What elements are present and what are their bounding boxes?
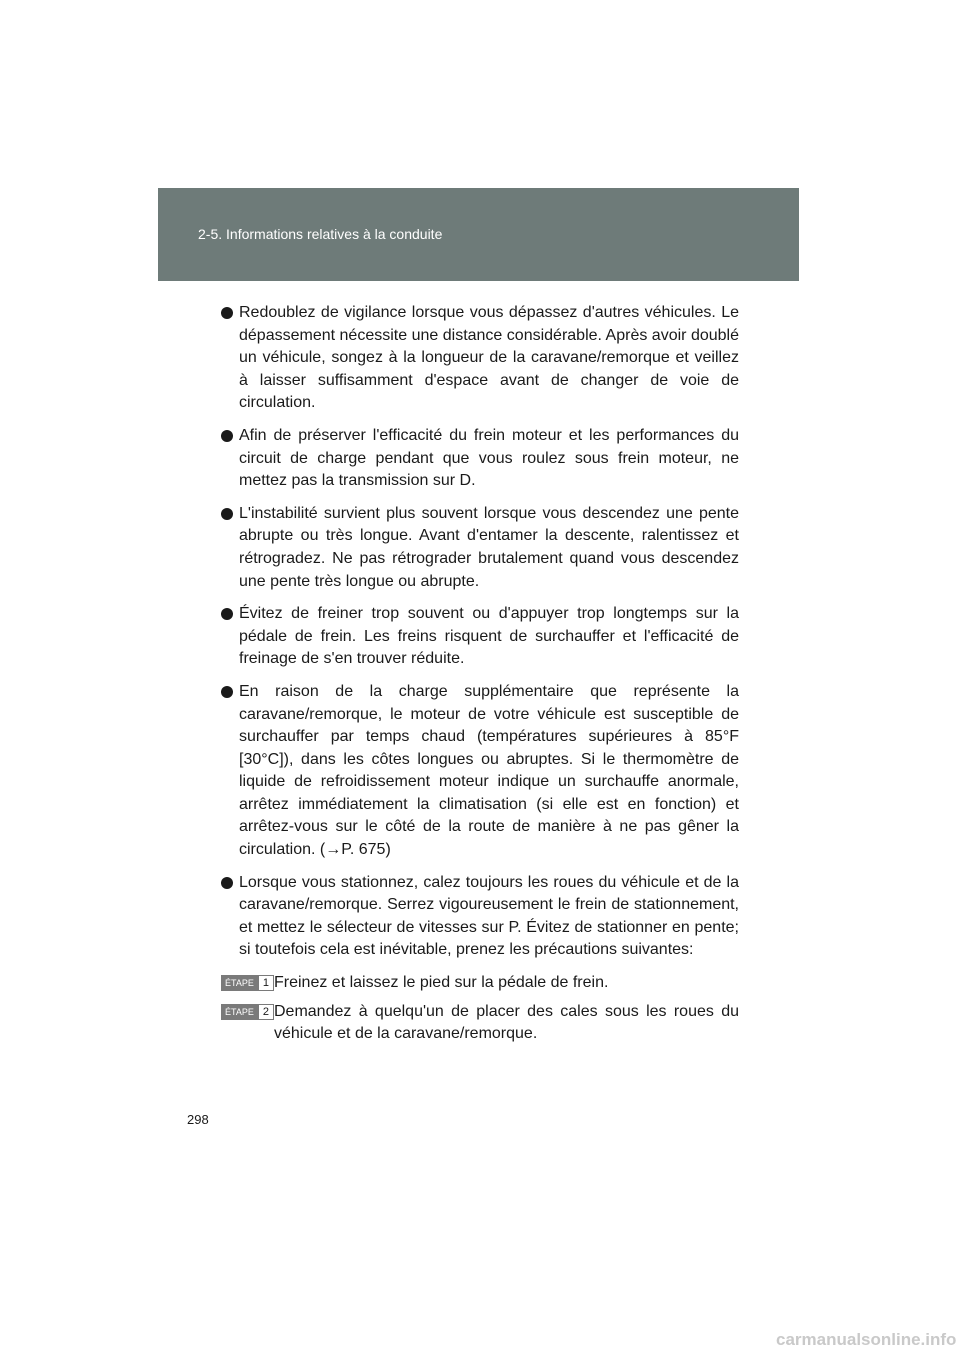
section-header (158, 188, 799, 281)
list-item (221, 425, 739, 493)
section-title: 2-5. Informations relatives à la conduite (198, 226, 443, 242)
page-number: 298 (187, 1112, 209, 1127)
main-content (221, 302, 739, 1046)
step-text: Demandez à quelqu'un de placer des cales sous les roues du véhicule et de la caravane/remorque. (274, 1002, 739, 1043)
step-badge (221, 1004, 274, 1020)
bullet-icon (221, 508, 233, 520)
step-text: Freinez et laissez le pied sur la pédale de frein. (274, 974, 609, 992)
bullet-icon (221, 686, 233, 698)
step-label: ÉTAPE (222, 976, 259, 990)
bullet-icon (221, 307, 233, 319)
bullet-text: Afin de préserver l'efficacité du frein moteur et les performances du circuit de charge pendant que vous roulez sous frein moteur, ne mettez pas la transmission sur D. (239, 426, 739, 490)
step-number: 2 (259, 1005, 273, 1019)
bullet-text: Évitez de freiner trop souvent ou d'appuyer trop longtemps sur la pédale de frein. Les freins risquent de surchauffer et l'efficacité de freinage de s'en trouver réduite. (239, 605, 739, 668)
step-item-1 (221, 972, 739, 995)
bullet-text: Lorsque vous stationnez, calez toujours les roues du véhicule et de la caravane/remorque. Serrez vigoureusement le frein de stationnement, et mettez le sélecteur de vitesses sur P. Évitez de stationner en pente; si toutefois cela est inévitable, prenez les précautions suivantes: (239, 873, 739, 959)
bullet-text: En raison de la charge supplémentaire que représente la caravane/remorque, le moteur de votre véhicule est susceptible de surchauffer par temps chaud (températures supérieures à 85°F [30°C]), dans les côtes longues ou abruptes. Si le thermomètre de liquide de refroidissement moteur indique un surchauffe anormale, arrêtez immédiatement la climatisation (si elle est en fonction) et arrêtez-vous sur le côté de la route de manière à ne pas gêner la circulation. (→P. 675) (239, 682, 739, 859)
bullet-text: Redoublez de vigilance lorsque vous dépassez d'autres véhicules. Le dépassement nécessite une distance considérable. Après avoir doublé un véhicule, songez à la longueur de la caravane/remorque et veillez à laisser suffisamment d'espace avant de changer de voie de circulation. (239, 304, 739, 412)
step-number: 1 (259, 976, 273, 990)
list-item (221, 681, 739, 862)
watermark: carmanualsonline.info (776, 1330, 957, 1349)
bullet-icon (221, 608, 233, 620)
step-item-2 (221, 1001, 739, 1046)
list-item (221, 503, 739, 593)
list-item (221, 872, 739, 962)
list-item (221, 302, 739, 415)
bullet-icon (221, 877, 233, 889)
bullet-text: L'instabilité survient plus souvent lorsque vous descendez une pente abrupte ou très longue. Avant d'entamer la descente, ralentissez et rétrogradez. Ne pas rétrograder brutalement quand vous descendez une pente très longue ou abrupte. (239, 504, 739, 590)
step-badge (221, 975, 274, 991)
step-label: ÉTAPE (222, 1005, 259, 1019)
bullet-icon (221, 430, 233, 442)
list-item (221, 603, 739, 671)
